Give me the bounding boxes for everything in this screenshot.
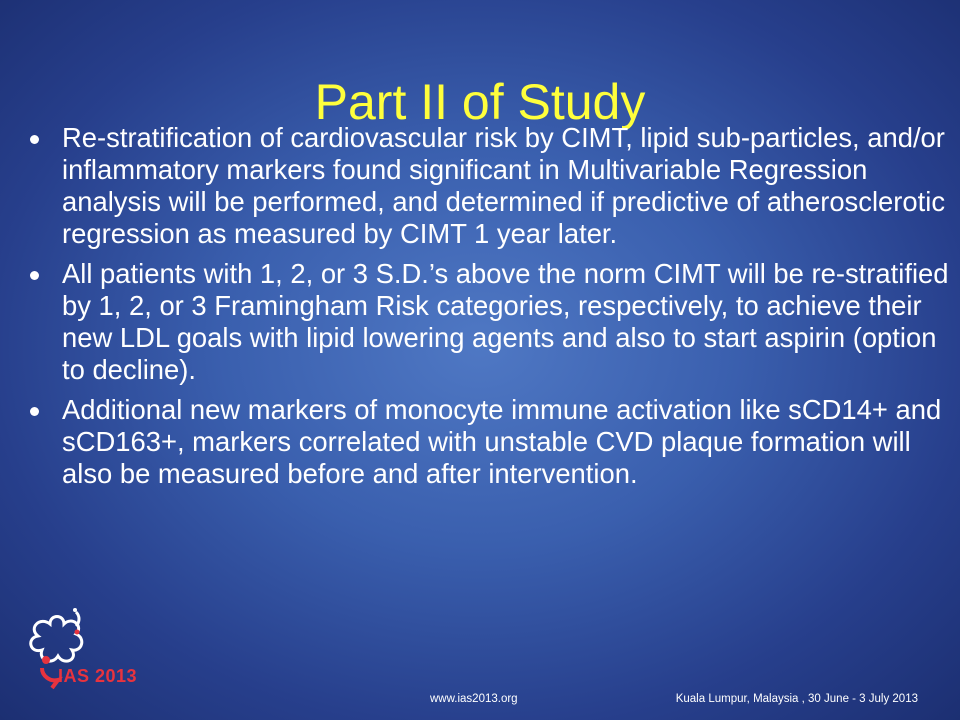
footer-url[interactable]: www.ias2013.org — [430, 693, 518, 705]
bullet-item — [30, 394, 950, 490]
bullet-dot-icon — [30, 407, 39, 416]
bullet-list — [30, 122, 950, 498]
bullet-text: Re-stratification of cardiovascular risk by CIMT, lipid sub-particles, and/or inflammatory markers found significant in Multivariable Regression analysis will be performed, and determined if predictive of atherosclerotic regression as measured by CIMT 1 year later. — [62, 122, 946, 249]
slide-title: Part II of Study — [314, 73, 646, 130]
bullet-item — [30, 122, 950, 250]
bullet-dot-icon — [30, 271, 39, 280]
footer-venue: Kuala Lumpur, Malaysia , 30 June - 3 July 2013 — [675, 693, 918, 705]
bullet-text: Additional new markers of monocyte immune activation like sCD14+ and sCD163+, markers correlated with unstable CVD plaque formation will also be measured before and after intervention. — [62, 394, 942, 489]
bullet-text: All patients with 1, 2, or 3 S.D.’s above the norm CIMT will be re-stratified by 1, 2, or 3 Framingham Risk categories, respectively, to achieve their new LDL goals with lipid lowering agents and also to start aspirin (option to decline). — [62, 258, 949, 385]
logo-text: IAS 2013 — [58, 666, 138, 686]
bullet-dot-icon — [30, 135, 39, 144]
bullet-item — [30, 258, 950, 386]
